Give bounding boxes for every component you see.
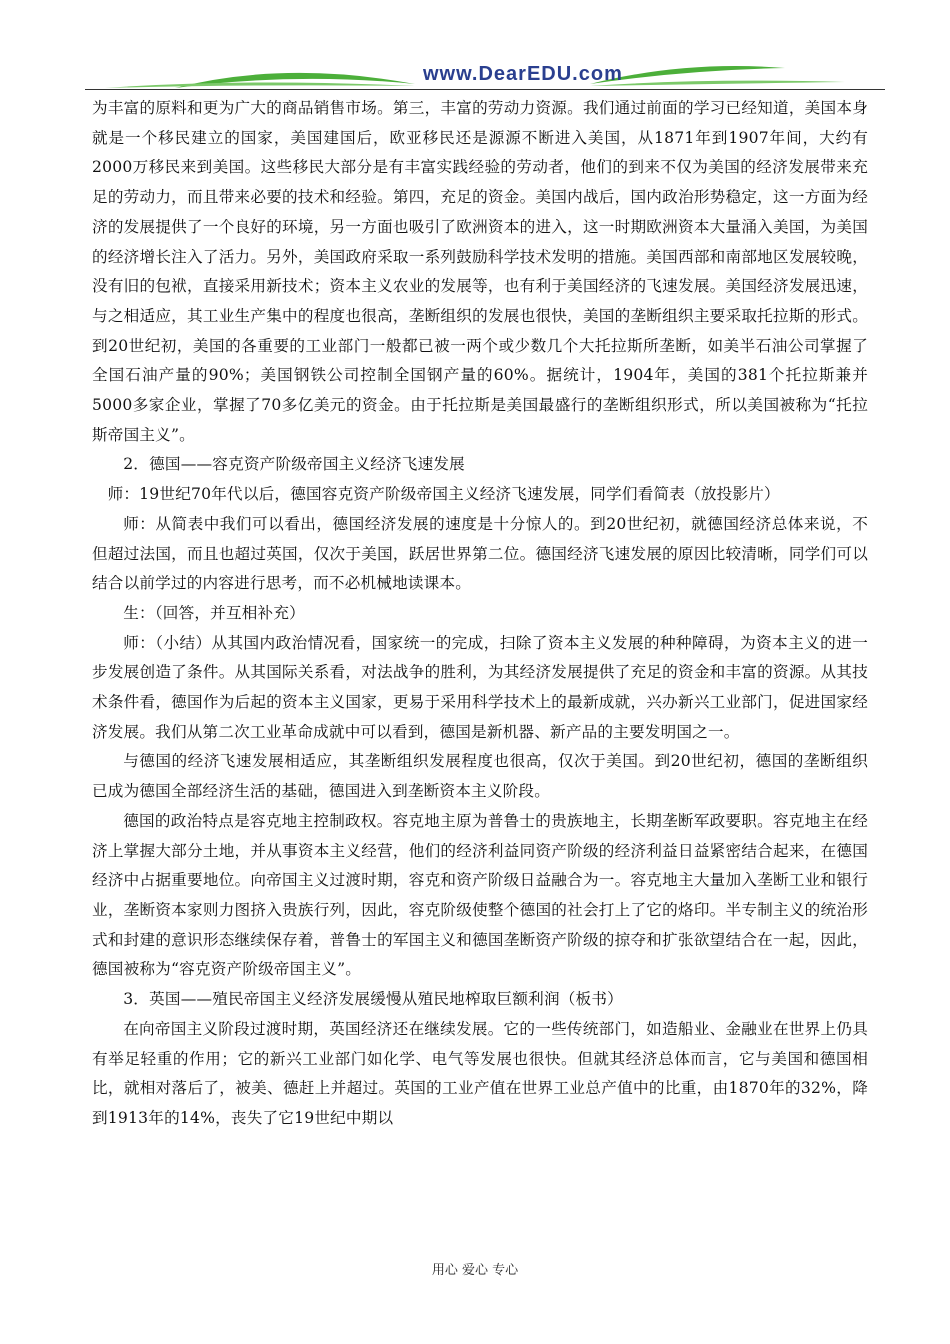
page-footer: 用心 爱心 专心 — [431, 1263, 519, 1278]
paragraph-teacher-summary: 师：（小结）从其国内政治情况看，国家统一的完成，扫除了资本主义发展的种种障碍，为资本主义的进一步发展创造了条件。从其国际关系看，对法战争的胜利，为其经济发展提供了充足的资金和丰富的资源。从其技术条件看，德国作为后起的资本主义国家，更易于采用科学技术上的最新成就，兴办新兴工业部门，促进国家经济发展。我们从第二次工业革命成就中可以看到，德国是新机器、新产品的主要发明国之一。 — [92, 633, 868, 741]
paragraph-germany-monopoly: 与德国的经济飞速发展相适应，其垄断组织发展程度也很高，仅次于美国。到20世纪初，德国的垄断组织已成为德国全部经济生活的基础，德国进入到垄断资本主义阶段。 — [92, 752, 868, 801]
header-divider — [85, 89, 885, 90]
paragraph-teacher-intro: 师：19世纪70年代以后，德国容克资产阶级帝国主义经济飞速发展，同学们看简表（放投影片） — [107, 485, 780, 504]
site-logo-text[interactable]: www.DearEDU.com — [423, 63, 623, 85]
paragraph-germany-politics: 德国的政治特点是容克地主控制政权。容克地主原为普鲁士的贵族地主，长期垄断军政要职。容克地主在经济上掌握大部分土地，并从事资本主义经营，他们的经济利益同资产阶级的经济利益日益紧密结合起来，在德国经济中占据重要地位。向帝国主义过渡时期，容克和资产阶级日益融合为一。容克地主大量加入垄断工业和银行业，垄断资本家则力图挤入贵族行列，因此，容克阶级使整个德国的社会打上了它的烙印。半专制主义的统治形式和封建的意识形态继续保存着，普鲁士的军国主义和德国垄断资产阶级的掠夺和扩张欲望结合在一起，因此，德国被称为“容克资产阶级帝国主义”。 — [92, 811, 868, 979]
paragraph-student-answer: 生：（回答，并互相补充） — [123, 603, 305, 622]
document-body — [92, 94, 868, 1134]
paragraph-usa-continued: 为丰富的原料和更为广大的商品销售市场。第三，丰富的劳动力资源。我们通过前面的学习已经知道，美国本身就是一个移民建立的国家，美国建国后，欧亚移民还是源源不断进入美国，从1871年到1907年间，大约有2000万移民来到美国。这些移民大部分是有丰富实践经验的劳动者，他们的到来不仅为美国的经济发展带来充足的劳动力，而且带来必要的技术和经验。第四，充足的资金。美国内战后，国内政治形势稳定，这一方面为经济的发展提供了一个良好的环境，另一方面也吸引了欧洲资本的进入，这一时期欧洲资本大量涌入美国，为美国的经济增长注入了活力。另外，美国政府采取一系列鼓励科学技术发明的措施。美国西部和南部地区发展较晚，没有旧的包袱，直接采用新技术；资本主义农业的发展等，也有利于美国经济的飞速发展。美国经济发展迅速，与之相适应，其工业生产集中的程度也很高，垄断组织的发展也很快，美国的垄断组织主要采取托拉斯的形式。到20世纪初，美国的各重要的工业部门一般都已被一两个或少数几个大托拉斯所垄断，如美半石油公司掌握了全国石油产量的90%；美国钢铁公司控制全国钢产量的60%。据统计，1904年，美国的381个托拉斯兼并5000多家企业，掌握了70多亿美元的资金。由于托拉斯是美国最盛行的垄断组织形式，所以美国被称为“托拉斯帝国主义”。 — [92, 99, 868, 444]
section-heading-germany: 2．德国——容克资产阶级帝国主义经济飞速发展 — [123, 455, 465, 474]
paragraph-britain-economy: 在向帝国主义阶段过渡时期，英国经济还在继续发展。它的一些传统部门，如造船业、金融业在世界上仍具有举足轻重的作用；它的新兴工业部门如化学、电气等发展也很快。但就其经济总体而言，它与美国和德国相比，就相对落后了，被美、德赶上并超过。英国的工业产值在世界工业总产值中的比重，由1870年的32%，降到1913年的14%，丧失了它19世纪中期以 — [92, 1019, 868, 1127]
paragraph-teacher-analysis: 师：从简表中我们可以看出，德国经济发展的速度是十分惊人的。到20世纪初，就德国经济总体来说，不但超过法国，而且也超过英国，仅次于美国，跃居世界第二位。德国经济飞速发展的原因比较清晰，同学们可以结合以前学过的内容进行思考，而不必机械地读课本。 — [92, 514, 868, 593]
section-heading-britain: 3．英国——殖民帝国主义经济发展缓慢从殖民地榨取巨额利润（板书） — [123, 990, 623, 1009]
